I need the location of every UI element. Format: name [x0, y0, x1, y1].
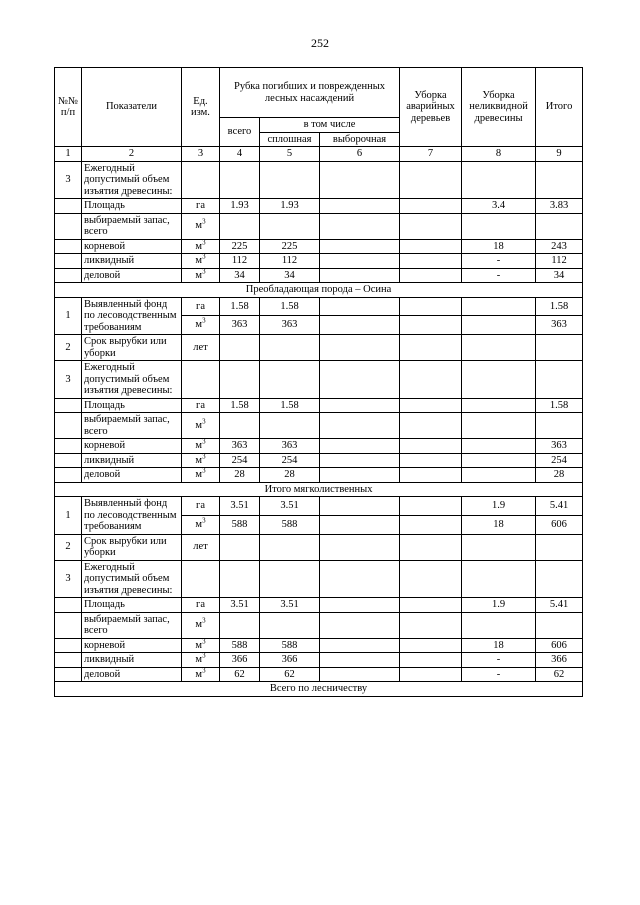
value-clear	[260, 213, 320, 239]
value-nonliquid	[462, 398, 536, 413]
col-number: 4	[220, 147, 260, 162]
value-sum	[536, 534, 583, 560]
value-nonliquid	[462, 316, 536, 335]
value-emergency	[400, 316, 462, 335]
value-nonliquid	[462, 335, 536, 361]
value-sum: 366	[536, 653, 583, 668]
value-selective	[320, 161, 400, 199]
header-nonliquid: Уборка неликвидной древесины	[462, 68, 536, 147]
value-total	[220, 612, 260, 638]
table-row	[55, 667, 583, 682]
row-number	[55, 239, 82, 254]
value-total: 1.58	[220, 398, 260, 413]
row-label: Площадь	[82, 199, 182, 214]
section-title-row	[55, 482, 583, 497]
row-label: ликвидный	[82, 653, 182, 668]
value-clear: 254	[260, 453, 320, 468]
table-row	[55, 254, 583, 269]
value-clear: 588	[260, 638, 320, 653]
value-selective	[320, 361, 400, 399]
row-label: ликвидный	[82, 453, 182, 468]
header-emergency: Уборка аварийных деревьев	[400, 68, 462, 147]
section-title-row	[55, 283, 583, 298]
value-sum: 28	[536, 468, 583, 483]
row-unit: га	[182, 297, 220, 316]
value-selective	[320, 254, 400, 269]
value-selective	[320, 335, 400, 361]
row-unit: $м^3$	[182, 667, 220, 682]
row-label: Площадь	[82, 398, 182, 413]
row-unit: лет	[182, 335, 220, 361]
value-total	[220, 161, 260, 199]
col-number: 5	[260, 147, 320, 162]
value-total	[220, 534, 260, 560]
table-row	[55, 497, 583, 516]
value-emergency	[400, 239, 462, 254]
row-number	[55, 213, 82, 239]
row-number	[55, 598, 82, 613]
header-num: №№ п/п	[55, 68, 82, 147]
value-selective	[320, 268, 400, 283]
row-unit: га	[182, 497, 220, 516]
row-number	[55, 254, 82, 269]
table-row	[55, 213, 583, 239]
value-total: 363	[220, 439, 260, 454]
value-emergency	[400, 254, 462, 269]
value-nonliquid: 1.9	[462, 598, 536, 613]
value-selective	[320, 653, 400, 668]
value-nonliquid	[462, 560, 536, 598]
value-nonliquid	[462, 213, 536, 239]
value-nonliquid: -	[462, 268, 536, 283]
value-total: 1.93	[220, 199, 260, 214]
row-number	[55, 398, 82, 413]
row-unit: га	[182, 598, 220, 613]
col-number: 1	[55, 147, 82, 162]
row-unit: $м^3$	[182, 653, 220, 668]
value-nonliquid: 18	[462, 239, 536, 254]
value-emergency	[400, 361, 462, 399]
row-label: корневой	[82, 439, 182, 454]
value-total: 225	[220, 239, 260, 254]
value-selective	[320, 468, 400, 483]
row-label: деловой	[82, 268, 182, 283]
value-clear	[260, 161, 320, 199]
row-unit: $м^3$	[182, 239, 220, 254]
value-clear: 34	[260, 268, 320, 283]
row-number	[55, 638, 82, 653]
section-title-row	[55, 682, 583, 697]
col-number: 8	[462, 147, 536, 162]
value-total: 112	[220, 254, 260, 269]
value-selective	[320, 439, 400, 454]
value-emergency	[400, 534, 462, 560]
value-sum: 1.58	[536, 297, 583, 316]
value-selective	[320, 560, 400, 598]
value-clear: 3.51	[260, 497, 320, 516]
value-clear	[260, 413, 320, 439]
value-sum: 363	[536, 439, 583, 454]
row-unit	[182, 161, 220, 199]
value-nonliquid: 1.9	[462, 497, 536, 516]
row-number	[55, 653, 82, 668]
value-total: 588	[220, 638, 260, 653]
value-sum	[536, 612, 583, 638]
value-nonliquid: -	[462, 254, 536, 269]
value-emergency	[400, 335, 462, 361]
table-row	[55, 268, 583, 283]
value-clear: 112	[260, 254, 320, 269]
value-sum: 3.83	[536, 199, 583, 214]
value-total	[220, 361, 260, 399]
value-selective	[320, 453, 400, 468]
value-emergency	[400, 213, 462, 239]
value-nonliquid: -	[462, 667, 536, 682]
row-unit: лет	[182, 534, 220, 560]
row-unit: $м^3$	[182, 254, 220, 269]
value-emergency	[400, 612, 462, 638]
row-unit: $м^3$	[182, 268, 220, 283]
value-clear: 363	[260, 316, 320, 335]
row-number: 3	[55, 161, 82, 199]
value-total: 28	[220, 468, 260, 483]
value-sum	[536, 335, 583, 361]
value-emergency	[400, 468, 462, 483]
table-row	[55, 598, 583, 613]
row-number: 1	[55, 497, 82, 535]
table-row	[55, 361, 583, 399]
value-selective	[320, 239, 400, 254]
section-title: Преобладающая порода – Осина	[55, 283, 583, 298]
value-clear: 366	[260, 653, 320, 668]
value-total: 363	[220, 316, 260, 335]
value-total	[220, 413, 260, 439]
row-label: Площадь	[82, 598, 182, 613]
value-emergency	[400, 653, 462, 668]
table-row	[55, 468, 583, 483]
value-sum: 243	[536, 239, 583, 254]
header-including: в том числе	[260, 118, 400, 133]
value-nonliquid: -	[462, 653, 536, 668]
row-number	[55, 453, 82, 468]
value-nonliquid	[462, 361, 536, 399]
row-label: ликвидный	[82, 254, 182, 269]
value-emergency	[400, 398, 462, 413]
value-clear: 225	[260, 239, 320, 254]
value-selective	[320, 534, 400, 560]
value-sum: 34	[536, 268, 583, 283]
value-sum: 112	[536, 254, 583, 269]
table-row	[55, 413, 583, 439]
value-emergency	[400, 413, 462, 439]
value-nonliquid	[462, 297, 536, 316]
table-row	[55, 653, 583, 668]
forest-felling-table	[54, 67, 583, 697]
value-nonliquid: 18	[462, 515, 536, 534]
value-selective	[320, 199, 400, 214]
col-number: 6	[320, 147, 400, 162]
row-label: Выявленный фонд по лесоводственным требованиям	[82, 497, 182, 535]
row-number	[55, 199, 82, 214]
value-selective	[320, 398, 400, 413]
value-sum	[536, 161, 583, 199]
value-nonliquid: 3.4	[462, 199, 536, 214]
value-emergency	[400, 439, 462, 454]
row-unit: га	[182, 398, 220, 413]
value-nonliquid	[462, 413, 536, 439]
row-unit: га	[182, 199, 220, 214]
row-label: Ежегодный допустимый объем изъятия древесины:	[82, 560, 182, 598]
row-number: 2	[55, 534, 82, 560]
section-title: Итого мягколиственных	[55, 482, 583, 497]
value-selective	[320, 612, 400, 638]
row-unit: $м^3$	[182, 638, 220, 653]
value-total: 1.58	[220, 297, 260, 316]
value-total: 254	[220, 453, 260, 468]
value-nonliquid: 18	[462, 638, 536, 653]
value-selective	[320, 667, 400, 682]
row-label: деловой	[82, 667, 182, 682]
value-selective	[320, 213, 400, 239]
row-unit: $м^3$	[182, 213, 220, 239]
table-row	[55, 199, 583, 214]
value-selective	[320, 598, 400, 613]
value-sum	[536, 413, 583, 439]
value-emergency	[400, 161, 462, 199]
row-unit	[182, 560, 220, 598]
col-number: 7	[400, 147, 462, 162]
value-clear	[260, 361, 320, 399]
value-clear: 1.93	[260, 199, 320, 214]
header-selective-felling: выборочная	[320, 132, 400, 147]
value-emergency	[400, 199, 462, 214]
row-unit	[182, 361, 220, 399]
column-numbers-row	[55, 147, 583, 162]
row-label: выбираемый запас, всего	[82, 612, 182, 638]
value-nonliquid	[462, 439, 536, 454]
header-indicator: Показатели	[82, 68, 182, 147]
value-emergency	[400, 497, 462, 516]
table-row	[55, 161, 583, 199]
col-number: 9	[536, 147, 583, 162]
row-label: Ежегодный допустимый объем изъятия древесины:	[82, 161, 182, 199]
value-clear: 62	[260, 667, 320, 682]
value-clear: 588	[260, 515, 320, 534]
row-number: 3	[55, 361, 82, 399]
header-clear-felling: сплошная	[260, 132, 320, 147]
row-number	[55, 413, 82, 439]
row-unit: $м^3$	[182, 439, 220, 454]
row-label: Ежегодный допустимый объем изъятия древесины:	[82, 361, 182, 399]
value-clear	[260, 534, 320, 560]
row-number: 1	[55, 297, 82, 335]
table-row	[55, 560, 583, 598]
row-label: корневой	[82, 638, 182, 653]
value-clear	[260, 612, 320, 638]
value-clear: 1.58	[260, 398, 320, 413]
row-number	[55, 667, 82, 682]
value-selective	[320, 316, 400, 335]
value-nonliquid	[462, 161, 536, 199]
table-row	[55, 453, 583, 468]
value-nonliquid	[462, 453, 536, 468]
value-sum: 606	[536, 515, 583, 534]
row-unit: $м^3$	[182, 612, 220, 638]
value-selective	[320, 638, 400, 653]
row-unit: $м^3$	[182, 468, 220, 483]
value-sum: 254	[536, 453, 583, 468]
row-label: выбираемый запас, всего	[82, 213, 182, 239]
value-sum	[536, 213, 583, 239]
value-selective	[320, 297, 400, 316]
header-felling: Рубка погибших и поврежденных лесных насаждений	[220, 68, 400, 118]
value-total: 366	[220, 653, 260, 668]
row-label: Срок вырубки или уборки	[82, 335, 182, 361]
value-selective	[320, 413, 400, 439]
table-row	[55, 439, 583, 454]
value-clear: 363	[260, 439, 320, 454]
row-label: Срок вырубки или уборки	[82, 534, 182, 560]
value-sum	[536, 361, 583, 399]
header-total: Итого	[536, 68, 583, 147]
value-total: 3.51	[220, 497, 260, 516]
value-nonliquid	[462, 468, 536, 483]
row-label: корневой	[82, 239, 182, 254]
value-total	[220, 335, 260, 361]
row-label: Выявленный фонд по лесоводственным требованиям	[82, 297, 182, 335]
value-clear: 3.51	[260, 598, 320, 613]
value-emergency	[400, 598, 462, 613]
value-sum: 62	[536, 667, 583, 682]
value-emergency	[400, 667, 462, 682]
page-number: 252	[311, 36, 329, 50]
table-row	[55, 638, 583, 653]
row-label: деловой	[82, 468, 182, 483]
value-sum: 5.41	[536, 598, 583, 613]
value-total: 62	[220, 667, 260, 682]
value-nonliquid	[462, 534, 536, 560]
value-clear: 1.58	[260, 297, 320, 316]
header-unit: Ед. изм.	[182, 68, 220, 147]
table-row	[55, 612, 583, 638]
value-selective	[320, 515, 400, 534]
value-emergency	[400, 297, 462, 316]
row-unit: $м^3$	[182, 453, 220, 468]
value-clear: 28	[260, 468, 320, 483]
value-sum	[536, 560, 583, 598]
col-number: 3	[182, 147, 220, 162]
value-sum: 5.41	[536, 497, 583, 516]
section-title: Всего по лесничеству	[55, 682, 583, 697]
value-emergency	[400, 560, 462, 598]
table-row	[55, 534, 583, 560]
row-unit: $м^3$	[182, 316, 220, 335]
table-row	[55, 297, 583, 316]
row-number: 2	[55, 335, 82, 361]
value-total: 3.51	[220, 598, 260, 613]
table-row	[55, 398, 583, 413]
value-emergency	[400, 268, 462, 283]
value-clear	[260, 335, 320, 361]
value-total: 34	[220, 268, 260, 283]
row-number	[55, 612, 82, 638]
col-number: 2	[82, 147, 182, 162]
row-number	[55, 468, 82, 483]
row-number	[55, 268, 82, 283]
value-emergency	[400, 638, 462, 653]
row-unit: $м^3$	[182, 515, 220, 534]
row-unit: $м^3$	[182, 413, 220, 439]
row-label: выбираемый запас, всего	[82, 413, 182, 439]
value-sum: 1.58	[536, 398, 583, 413]
value-selective	[320, 497, 400, 516]
value-sum: 363	[536, 316, 583, 335]
row-number: 3	[55, 560, 82, 598]
header-total-all: всего	[220, 118, 260, 147]
value-clear	[260, 560, 320, 598]
value-emergency	[400, 515, 462, 534]
value-emergency	[400, 453, 462, 468]
value-total	[220, 560, 260, 598]
table-row	[55, 239, 583, 254]
row-number	[55, 439, 82, 454]
table-row	[55, 335, 583, 361]
value-sum: 606	[536, 638, 583, 653]
value-total	[220, 213, 260, 239]
value-total: 588	[220, 515, 260, 534]
value-nonliquid	[462, 612, 536, 638]
